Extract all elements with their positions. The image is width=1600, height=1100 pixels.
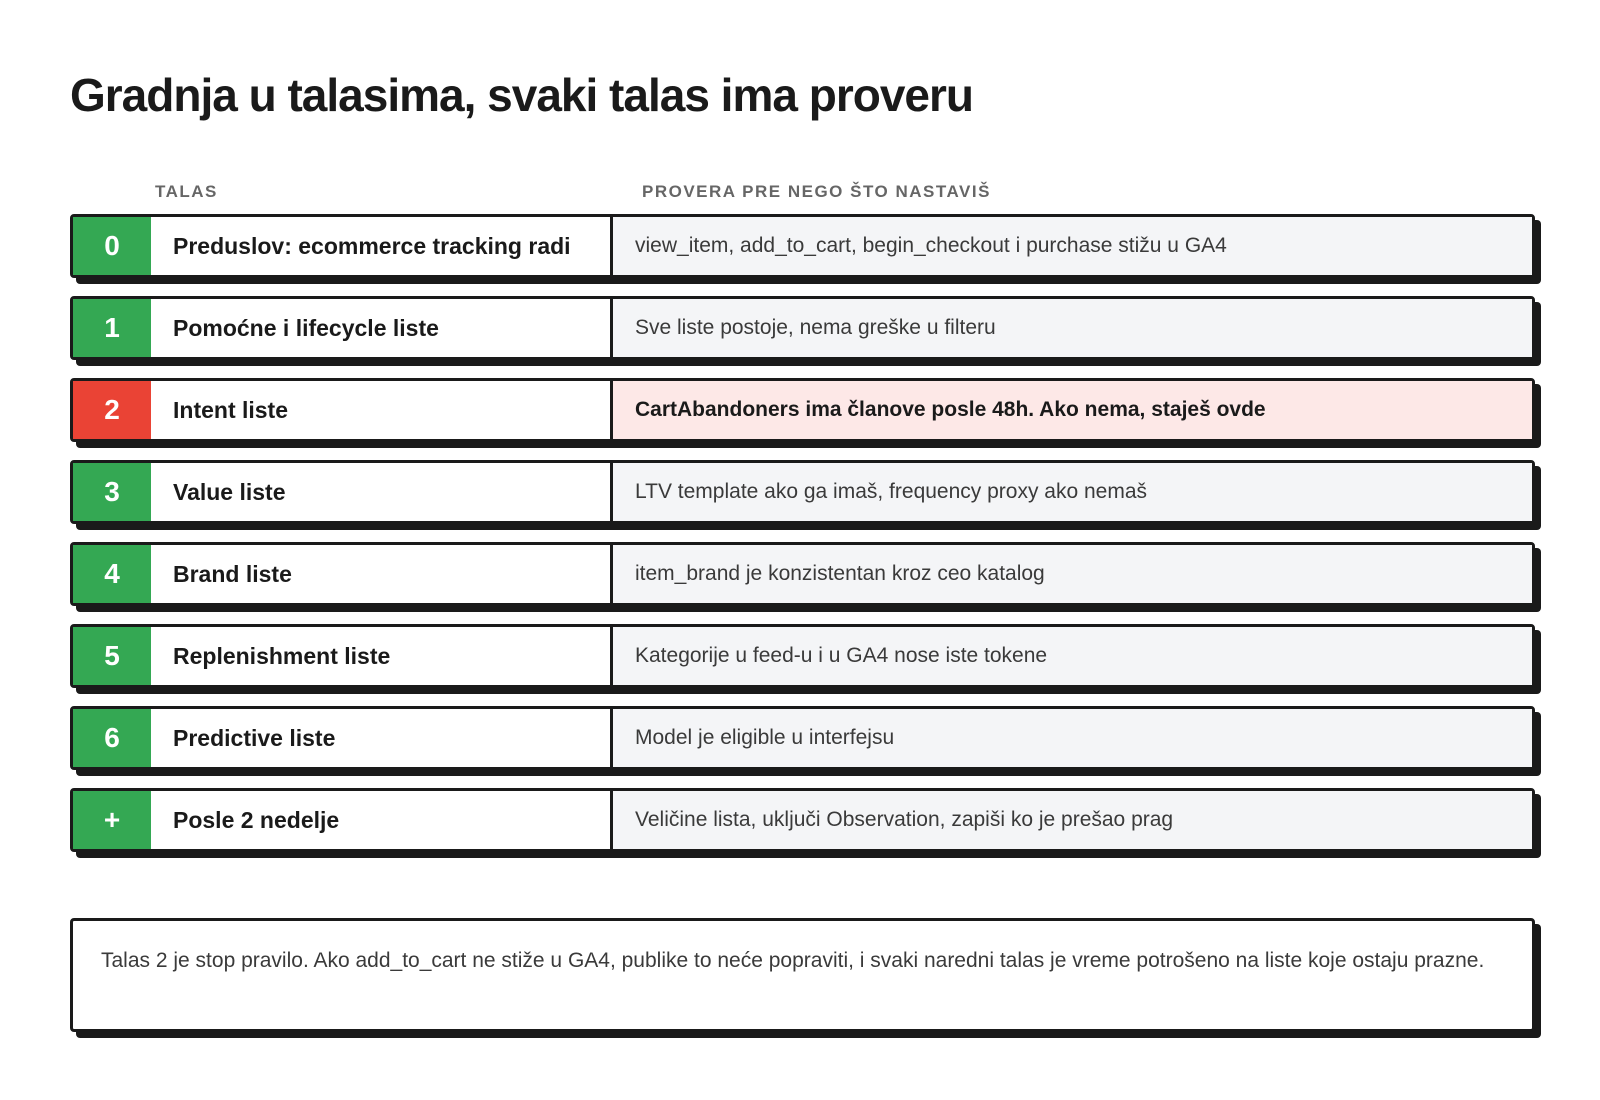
wave-number: 1: [73, 299, 151, 357]
wave-row-3: [70, 460, 1535, 524]
column-header-wave: TALAS: [155, 182, 218, 201]
wave-row-4: [70, 542, 1535, 606]
stop-rule-note: Talas 2 je stop pravilo. Ako add_to_cart ne stiže u GA4, publike to neće popraviti, i svaki naredni talas je vreme potrošeno na liste koje ostaju prazne.: [70, 918, 1535, 1032]
wave-check: LTV template ako ga imaš, frequency proxy ako nemaš: [613, 463, 1532, 521]
wave-name: Posle 2 nedelje: [151, 791, 613, 849]
wave-check: Veličine lista, uključi Observation, zapiši ko je prešao prag: [613, 791, 1532, 849]
wave-check: Kategorije u feed-u i u GA4 nose iste tokene: [613, 627, 1532, 685]
wave-name: Pomoćne i lifecycle liste: [151, 299, 613, 357]
wave-number: 2: [73, 381, 151, 439]
wave-number: 4: [73, 545, 151, 603]
wave-name: Replenishment liste: [151, 627, 613, 685]
wave-table: [70, 214, 1535, 870]
wave-number: 5: [73, 627, 151, 685]
wave-check: view_item, add_to_cart, begin_checkout i purchase stižu u GA4: [613, 217, 1532, 275]
column-header-check: PROVERA PRE NEGO ŠTO NASTAVIŠ: [642, 182, 991, 201]
wave-number: +: [73, 791, 151, 849]
wave-check: CartAbandoners ima članove posle 48h. Ako nema, staješ ovde: [613, 381, 1532, 439]
wave-name: Brand liste: [151, 545, 613, 603]
wave-row-5: [70, 624, 1535, 688]
wave-check: Sve liste postoje, nema greške u filteru: [613, 299, 1532, 357]
wave-name: Intent liste: [151, 381, 613, 439]
wave-number: 0: [73, 217, 151, 275]
wave-row-plus: [70, 788, 1535, 852]
wave-name: Predictive liste: [151, 709, 613, 767]
wave-row-0: [70, 214, 1535, 278]
wave-check: Model je eligible u interfejsu: [613, 709, 1532, 767]
wave-row-6: [70, 706, 1535, 770]
page-title: Gradnja u talasima, svaki talas ima proveru: [70, 69, 973, 121]
wave-number: 6: [73, 709, 151, 767]
wave-check: item_brand je konzistentan kroz ceo katalog: [613, 545, 1532, 603]
wave-number: 3: [73, 463, 151, 521]
wave-name: Value liste: [151, 463, 613, 521]
wave-name: Preduslov: ecommerce tracking radi: [151, 217, 613, 275]
wave-row-2: [70, 378, 1535, 442]
wave-row-1: [70, 296, 1535, 360]
